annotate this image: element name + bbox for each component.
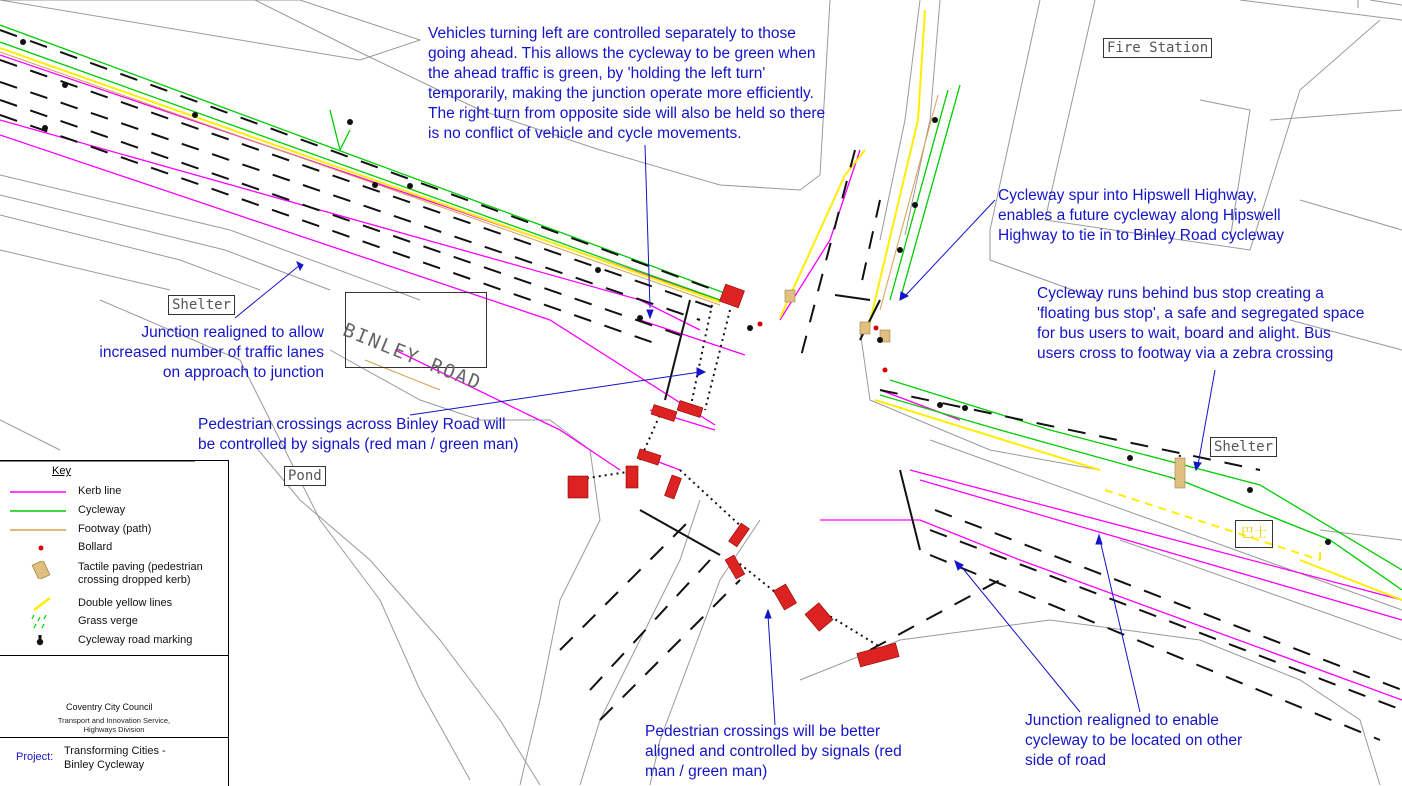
cycleway-line-symbol — [8, 502, 66, 520]
shelter-label-right: Shelter — [1210, 437, 1277, 457]
key-underline-divider — [0, 461, 228, 471]
key-title: Key — [52, 465, 71, 477]
key-label: Bollard — [78, 541, 113, 553]
road-name-label: BINLEY ROAD — [339, 319, 486, 395]
annotation-ped-crossings-binley: Pedestrian crossings across Binley Road will be controlled by signals (red man / green man) — [198, 416, 519, 453]
annotation-realigned-cycleway: Junction realigned to enable cycleway to be located on other side of road — [1025, 712, 1243, 769]
key-item-cycleway — [0, 502, 228, 520]
key-item-cycle-marking — [0, 632, 228, 650]
annotation-left-turn: Vehicles turning left are controlled separately to those going ahead. This allows the cycleway to be green when the ahead traffic is green, by 'holding the left turn' temporarily, making the junction operate more efficiently. The right turn from opposite side will also be held so there is no conflict of vehicle and cycle movements. — [428, 25, 826, 142]
key-item-tactile-paving — [0, 559, 228, 589]
key-item-kerb-line — [0, 483, 228, 501]
project-label: Project: — [16, 751, 54, 763]
footway-line-symbol — [8, 521, 66, 539]
department-name: Transport and Innovation Service, Highways Division — [57, 716, 171, 734]
key-item-footway — [0, 521, 228, 539]
key-header-rule — [0, 460, 228, 462]
key-label-continued: crossing dropped kerb) — [78, 574, 191, 586]
key-item-bollard — [0, 539, 228, 557]
key-label: Double yellow lines — [78, 597, 173, 609]
shelter-label-left: Shelter — [168, 295, 235, 315]
cycle-marking-symbol — [8, 632, 66, 650]
tactile-crossing-blocks — [568, 284, 899, 667]
fire-station-label: Fire Station — [1103, 38, 1212, 58]
yellow-lines-symbol — [8, 595, 66, 613]
project-name: Transforming Cities - Binley Cycleway — [64, 745, 166, 771]
key-item-double-yellow-lines — [0, 595, 228, 613]
annotation-cycleway-spur: Cycleway spur into Hipswell Highway, enables a future cycleway along Hipswell Highway to tie in to Binley Road cycleway — [998, 187, 1285, 244]
council-logo-box — [0, 655, 229, 738]
annotation-realigned-lanes: Junction realigned to allow increased number of traffic lanes on approach to junction — [99, 324, 324, 381]
stop-lines — [640, 295, 920, 555]
key-label: Footway (path) — [78, 523, 152, 535]
grass-verge-symbol — [8, 613, 66, 631]
key-label: Tactile paving (pedestrian — [78, 561, 203, 573]
annotation-floating-bus-stop: Cycleway runs behind bus stop creating a 'floating bus stop', a safe and segregated space for bus users to wait, board and alight. Bus users cross to footway via a zebra crossing — [1037, 285, 1365, 362]
project-title-box — [0, 737, 229, 786]
annotation-ped-crossings-aligned: Pedestrian crossings will be better aligned and controlled by signals (red man / green man) — [645, 723, 902, 780]
map-key — [0, 460, 229, 656]
tactile-paving-symbol — [8, 561, 66, 579]
pond-label: Pond — [284, 466, 326, 486]
road-name-box — [339, 292, 487, 395]
key-label: Grass verge — [78, 615, 138, 627]
key-label: Cycleway road marking — [78, 634, 193, 646]
bollard-symbol — [8, 539, 66, 557]
kerb-line-symbol — [8, 483, 66, 501]
organisation-name: Coventry City Council — [66, 702, 153, 712]
key-item-grass-verge — [0, 613, 228, 631]
key-label: Cycleway — [78, 504, 126, 516]
bus-stop-road-marking: 巴士 — [1235, 520, 1273, 548]
key-label: Kerb line — [78, 485, 122, 497]
